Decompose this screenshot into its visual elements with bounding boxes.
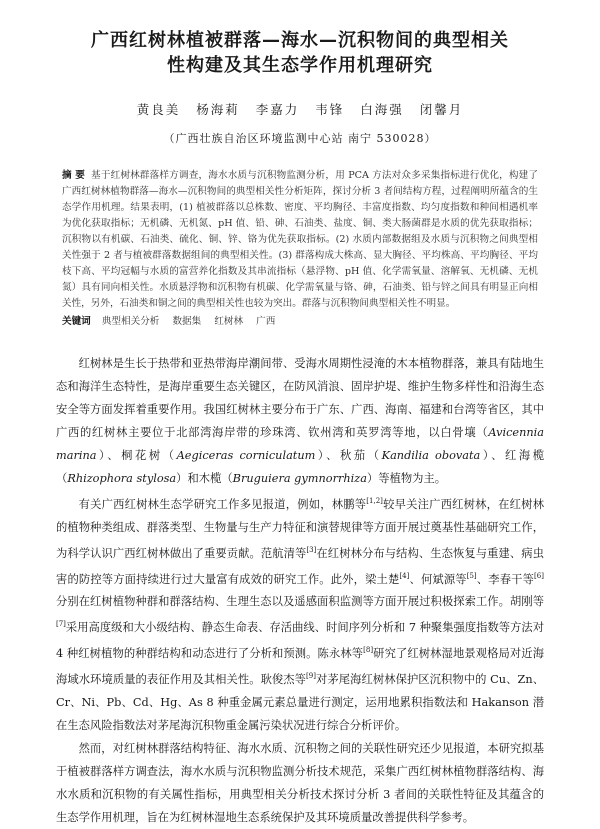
author: 黄良美	[136, 102, 181, 117]
citation: [8]	[363, 646, 374, 655]
body-text	[56, 352, 544, 829]
author: 白海强	[360, 102, 404, 117]
text-run: ）、秋茄（	[315, 449, 382, 462]
species-name: Rhizophora stylosa	[67, 472, 177, 485]
citation: [5]	[466, 571, 477, 580]
text-run: ）、桐花树（	[96, 449, 177, 462]
citation: [4]	[399, 571, 410, 580]
text-run: 较早关注广西红树林，在红树林的植物种类组成、群落类型、生物量与生产力特征和演替规律等方面开展过奠基性基础研究工作，为科学认识广西红树林做出了重要贡献。范航清等	[56, 497, 544, 560]
citation: [6]	[534, 571, 544, 580]
author: 韦锋	[315, 102, 345, 117]
citation: [3]	[306, 545, 317, 554]
abstract-text: 基于红树林群落样方调查，海水水质与沉积物监测分析，用 PCA 方法对众多采集指标进行优化，构建了广西红树林植物群落—海水—沉积物间的典型相关性分析矩阵，探讨分析 3 者间结构方程，过程阐明所蕴含的生态学作用机理。结果表明，(1) 植被群落以总株数、密度、平均胸径、丰富度指数、均匀度指数和种间相遇机率为优化获取指标；无机磷、无机氮、pH 值、铅、砷、石油类、盐度、铜、类大肠菌群是水质的优先获取指标；沉积物以有机碳、石油类、硫化、铜、锌、铬为优先获取指标。(2) 水质内部数据组及水质与沉积物之间典型相关性强于 2 者与植被群落数据组间的典型相关性。(3) 群落构成大株高、显大胸径、平均株高、平均胸径、平均枝下高、平均冠幅与水质的富营养化指数及其串流指标（悬浮物、pH 值、化学需氧量、溶解氧、无机磷、无机氮）具有同向相关性。水质悬浮物和沉积物有机碳、化学需氧量与铬、砷，石油类、铅与锌之间具有明显正向相关性，另外，石油类和铜之间的典型相关性也较为突出。群落与沉积物间典型相关性不明显。	[62, 170, 538, 309]
keyword: 典型相关分析	[101, 316, 160, 327]
author: 闭馨月	[419, 102, 464, 117]
keyword: 广西	[256, 316, 276, 327]
text-run: 采用高度级和大小级结构、静态生命表、存活曲线、时间序列分析和 7 种聚集强度指数等方法对 4 种红树植物的种群结构和动态进行了分析和预测。陈永林等	[56, 621, 544, 660]
text-run: 研究了红树林湿地景观格局对近海海域水环境质量的表征作用及其相关性。耿俊杰等	[56, 646, 545, 686]
paper-page	[0, 28, 600, 824]
keyword: 数据集	[172, 316, 202, 327]
title-line-1: 广西红树林植被群落—海水—沉积物间的典型相关	[91, 30, 509, 51]
citation: [9]	[306, 671, 316, 680]
paragraph-2	[56, 490, 544, 737]
keyword: 红树林	[214, 316, 244, 327]
author-list	[56, 100, 544, 118]
text-run: 有关广西红树林生态学研究工作多见报道，例如，林鹏等	[78, 497, 367, 511]
keywords-label: 关键词	[62, 316, 91, 327]
species-name: Bruguiera gymnorrhiza	[232, 472, 367, 485]
text-run: 在红树林分布与结构、生态恢复与重建、病虫害的防控等方面持续进行过大量富有成效的研究工作。此外，梁土楚	[56, 546, 544, 586]
text-run: ）和木榄（	[176, 472, 233, 485]
abstract-label: 摘 要	[62, 170, 86, 181]
author: 杨海莉	[196, 102, 240, 117]
species-name: Avicennia marina	[56, 426, 544, 462]
author: 李嘉力	[255, 102, 300, 117]
text-run: ）等植物为主。	[366, 472, 447, 485]
keywords	[56, 314, 544, 330]
text-run: 对茅尾海红树林保护区沉积物中的 Cu、Zn、Cr、Ni、Pb、Cd、Hg、As 8 种重金属元素总量进行测定，运用地累积指数法和 Hakanson 潜在生态风险指数法对茅尾海沉积物重金属污染状况进行综合分析评价。	[56, 672, 544, 732]
title-line-2: 性构建及其生态学作用机理研究	[167, 55, 433, 76]
paragraph-1	[56, 352, 544, 490]
affiliation: （广西壮族自治区环境监测中心站 南宁 530028）	[163, 132, 437, 145]
species-name: Aegiceras corniculatum	[176, 449, 316, 462]
paper-title	[56, 28, 544, 78]
citation: [1,2]	[366, 497, 383, 505]
text-run: ）、红海榄（	[56, 449, 544, 485]
abstract	[56, 168, 544, 312]
text-run: 、何斌源等	[409, 572, 467, 586]
text-run: 红树林是生长于热带和亚热带海岸潮间带、受海水周期性浸淹的木本植物群落，兼具有陆地生态和海洋生态特性，是海岸重要生态关键区，在防风消浪、固岸护堤、维护生物多样性和沿海生态安全等方面发挥着重要作用。我国红树林主要分布于广东、广西、海南、福建和台湾等省区，其中广西的红树林主要位于北部湾海岸带的珍珠湾、钦州湾和英罗湾等地，以白骨壤（	[56, 357, 544, 439]
text-run: 分别在红树植物种群和群落结构、生理生态以及遥感面积监测等方面开展过积极探索工作。胡刚等	[56, 595, 544, 609]
paragraph-3: 然而，对红树林群落结构特征、海水水质、沉积物之间的关联性研究还少见报道，本研究拟基于植被群落样方调查法，海水水质与沉积物监测分析技术规范，采集广西红树林植物群落结构、海水水质和沉积物的有关属性指标，用典型相关分析技术探讨分析 3 者间的关联性特征及其蕴含的生态学作用机理，旨在为红树林湿地生态系统保护及其环境质量改善提供科学参考。	[56, 741, 544, 824]
species-name: Kandilia obovata	[381, 449, 481, 462]
text-run: 、李春干等	[476, 572, 535, 586]
citation: [7]	[56, 620, 66, 629]
